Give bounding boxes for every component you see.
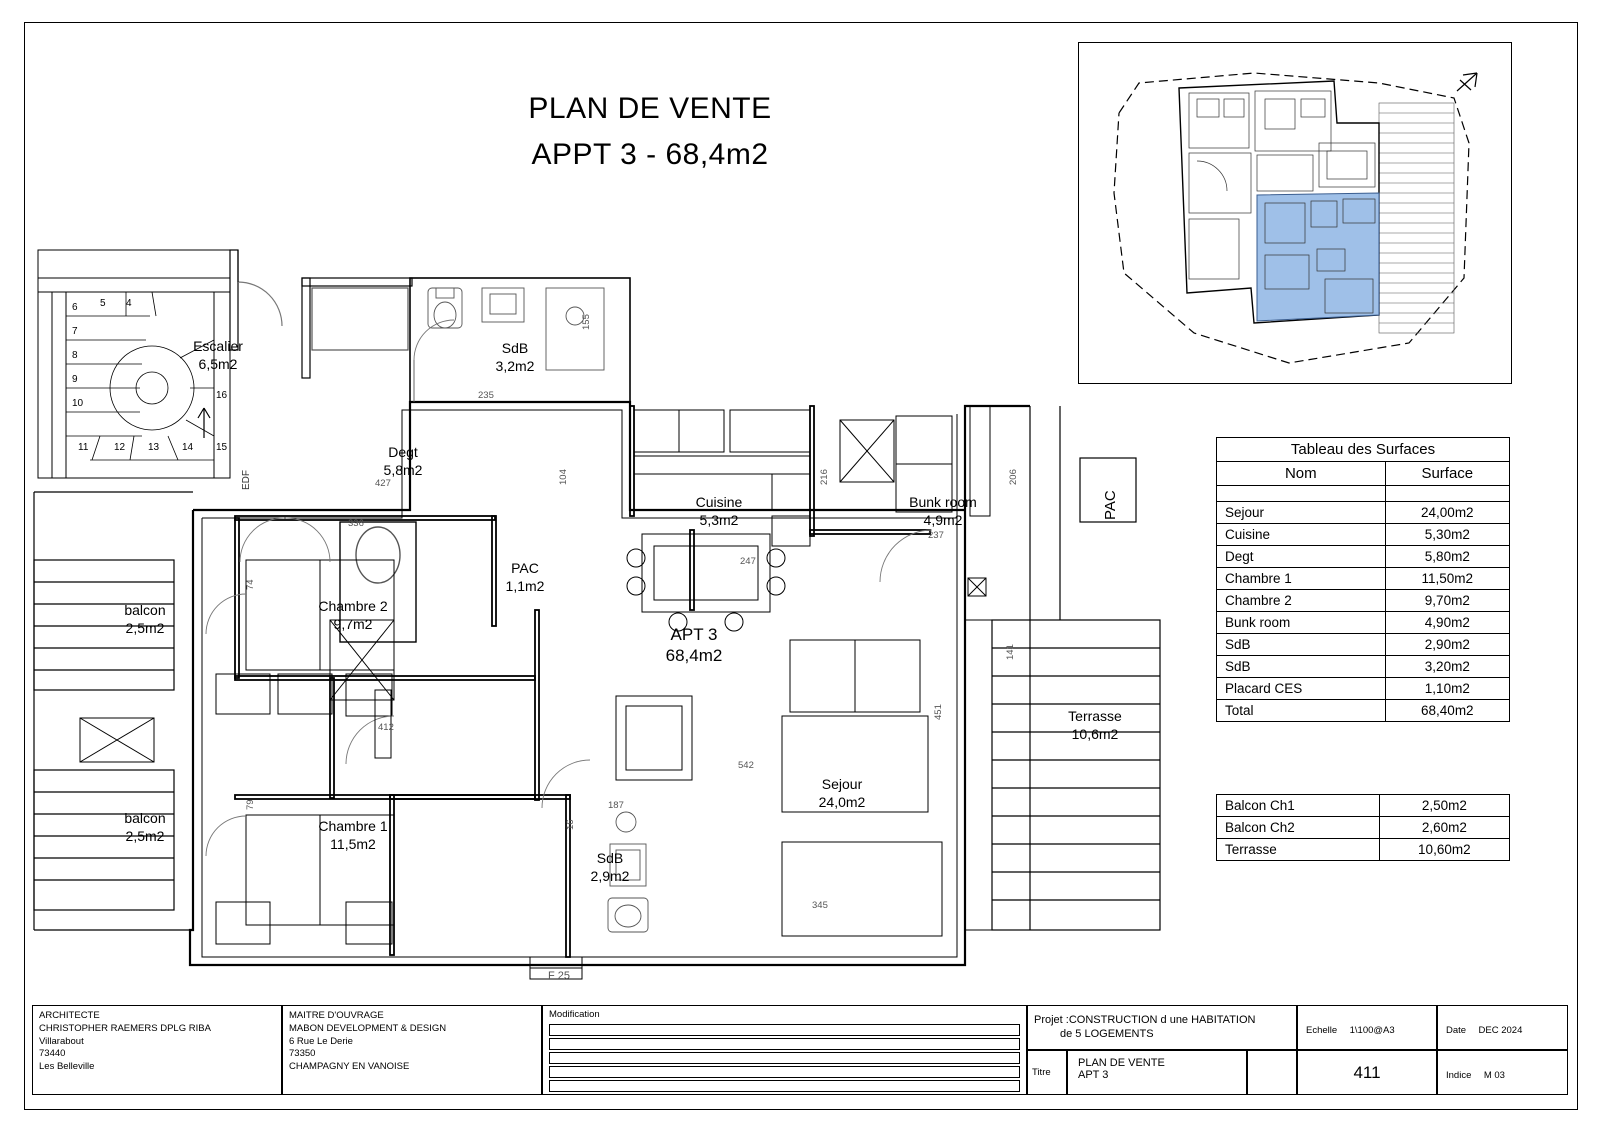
- client-line: 73350: [289, 1048, 316, 1060]
- dimension-427: 427: [375, 478, 391, 489]
- page-title: [440, 92, 860, 172]
- room-label-bunk-room: [878, 494, 1008, 529]
- room-label-chambre-2: [288, 598, 418, 633]
- row-value: 2,50m2: [1379, 795, 1509, 817]
- dimension-412: 412: [378, 722, 394, 733]
- client-line: CHAMPAGNY EN VANOISE: [289, 1061, 410, 1073]
- client-label: MAITRE D'OUVRAGE: [289, 1010, 384, 1021]
- scale-value: 1\100@A3: [1349, 1025, 1395, 1036]
- stair-number: 9: [72, 374, 78, 385]
- row-value: 3,20m2: [1385, 656, 1509, 678]
- room-area: 3,2m2: [495, 357, 535, 374]
- stair-number: 8: [72, 350, 78, 361]
- row-name: Terrasse: [1217, 839, 1380, 861]
- table-row: [1217, 817, 1510, 839]
- row-name: SdB: [1217, 656, 1386, 678]
- row-name: Cuisine: [1217, 524, 1386, 546]
- dimension-345: 345: [812, 900, 828, 911]
- room-name: Escalier: [193, 338, 243, 354]
- project-block: [1027, 1005, 1297, 1050]
- row-name: Chambre 2: [1217, 590, 1386, 612]
- room-label-sdb-top: [460, 340, 570, 375]
- surfaces-table-header-row: [1217, 462, 1510, 486]
- room-label-apt3: [624, 624, 764, 667]
- project-label: Projet :: [1034, 1014, 1069, 1026]
- room-name: Sejour: [821, 776, 863, 792]
- room-label-sdb-bottom: [560, 850, 660, 885]
- stair-number: 16: [216, 390, 228, 401]
- dimension-16: 16: [565, 819, 576, 830]
- stair-number: 7: [72, 326, 78, 337]
- row-name: Sejour: [1217, 502, 1386, 524]
- row-value: 2,90m2: [1385, 634, 1509, 656]
- modification-row: [549, 1052, 1020, 1064]
- architect-block: [32, 1005, 282, 1095]
- dimension-235: 235: [478, 390, 494, 401]
- stair-number: 11: [78, 442, 89, 453]
- surfaces-header-nom: Nom: [1217, 462, 1386, 486]
- room-label-degt: [348, 444, 458, 479]
- revision-value: M 03: [1483, 1070, 1505, 1081]
- stair-number: 5: [100, 298, 106, 309]
- row-name: SdB: [1217, 634, 1386, 656]
- room-area: 6,5m2: [198, 355, 238, 372]
- architect-line: 73440: [39, 1048, 66, 1060]
- client-block: [282, 1005, 542, 1095]
- dimension-542: 542: [738, 760, 754, 771]
- pac-vertical-label: PAC: [1102, 490, 1119, 520]
- row-value: 5,80m2: [1385, 546, 1509, 568]
- modification-row: [549, 1066, 1020, 1078]
- dimension-206: 206: [1008, 469, 1019, 485]
- dimension-141: 141: [1005, 644, 1016, 660]
- table-row: [1217, 656, 1510, 678]
- stair-number: 13: [148, 442, 160, 453]
- table-row: [1217, 524, 1510, 546]
- scale-label: Echelle: [1306, 1025, 1338, 1036]
- room-area: 1,1m2: [505, 577, 545, 594]
- revision-label: Indice: [1446, 1070, 1472, 1081]
- title-bar: [32, 1005, 1568, 1095]
- edf-vertical-label: EDF: [241, 470, 252, 490]
- modification-row: [549, 1024, 1020, 1036]
- table-row: [1217, 568, 1510, 590]
- room-area: 5,8m2: [383, 461, 423, 478]
- room-area: 2,5m2: [125, 827, 165, 844]
- room-name: Terrasse: [1068, 708, 1122, 724]
- room-name: Cuisine: [695, 494, 743, 510]
- room-area: 68,4m2: [665, 646, 723, 666]
- room-label-balcon-1: [90, 602, 200, 637]
- dimension-247: 247: [740, 556, 756, 567]
- dimension-79: 79: [245, 799, 256, 810]
- room-area: 10,6m2: [1071, 725, 1119, 742]
- room-name: APT 3: [670, 625, 718, 644]
- row-name: Chambre 1: [1217, 568, 1386, 590]
- row-name: Total: [1217, 700, 1386, 722]
- row-name: Bunk room: [1217, 612, 1386, 634]
- row-name: Placard CES: [1217, 678, 1386, 700]
- stair-number: 4: [126, 298, 132, 309]
- table-row: [1217, 612, 1510, 634]
- sheet-number-cell: [1297, 1050, 1437, 1095]
- architect-line: CHRISTOPHER RAEMERS DPLG RIBA: [39, 1022, 211, 1034]
- table-row: [1217, 678, 1510, 700]
- project-line-1: CONSTRUCTION d une HABITATION: [1068, 1014, 1256, 1026]
- row-value: 11,50m2: [1385, 568, 1509, 590]
- drawing-title-label: Titre: [1032, 1067, 1051, 1078]
- stair-number: 15: [216, 442, 228, 453]
- revision-cell: [1437, 1050, 1568, 1095]
- scale-cell: [1297, 1005, 1437, 1050]
- room-name: Chambre 1: [318, 818, 388, 834]
- row-name: Balcon Ch2: [1217, 817, 1380, 839]
- room-name: balcon: [124, 810, 166, 826]
- date-value: DEC 2024: [1478, 1025, 1523, 1036]
- floor-plan: [30, 230, 1190, 990]
- room-name: SdB: [501, 340, 529, 356]
- dimension-336: 336: [348, 518, 364, 529]
- row-value: 10,60m2: [1379, 839, 1509, 861]
- room-area: 9,7m2: [333, 615, 373, 632]
- modification-block: [542, 1005, 1027, 1095]
- modification-row: [549, 1038, 1020, 1050]
- table-row: [1217, 502, 1510, 524]
- table-row: [1217, 795, 1510, 817]
- architect-line: Villarabout: [39, 1035, 84, 1047]
- f25-label: F 25: [548, 970, 571, 982]
- row-value: 24,00m2: [1385, 502, 1509, 524]
- dimension-451: 451: [933, 704, 944, 720]
- client-line: MABON DEVELOPMENT & DESIGN: [289, 1022, 447, 1034]
- extras-table: [1216, 794, 1510, 861]
- titlebar-blank-cell: [1247, 1050, 1297, 1095]
- stair-number: 6: [72, 302, 78, 313]
- row-value: 5,30m2: [1385, 524, 1509, 546]
- sheet-number: 411: [1353, 1062, 1381, 1082]
- drawing-title-line-2: APT 3: [1078, 1069, 1109, 1081]
- table-row: [1217, 839, 1510, 861]
- date-cell: [1437, 1005, 1568, 1050]
- architect-label: ARCHITECTE: [39, 1010, 100, 1021]
- project-line-2: de 5 LOGEMENTS: [1060, 1028, 1154, 1040]
- surfaces-spacer-row: [1217, 486, 1510, 502]
- architect-line: Les Belleville: [39, 1061, 95, 1073]
- row-name: Balcon Ch1: [1217, 795, 1380, 817]
- dimension-74: 74: [245, 579, 256, 590]
- room-name: balcon: [124, 602, 166, 618]
- modification-label: Modification: [549, 1009, 600, 1020]
- dimension-237: 237: [928, 530, 944, 541]
- room-label-sejour: [772, 776, 912, 811]
- stair-number: 12: [114, 442, 126, 453]
- room-name: PAC: [511, 560, 539, 576]
- stair-number: 14: [182, 442, 194, 453]
- client-line: 6 Rue Le Derie: [289, 1035, 353, 1047]
- room-area: 11,5m2: [330, 835, 376, 852]
- table-row: [1217, 634, 1510, 656]
- room-label-pac: [480, 560, 570, 595]
- dimension-104: 104: [558, 469, 569, 485]
- room-name: SdB: [596, 850, 624, 866]
- surfaces-header-surface: Surface: [1385, 462, 1509, 486]
- dimension-216: 216: [819, 469, 830, 485]
- row-value: 4,90m2: [1385, 612, 1509, 634]
- room-area: 4,9m2: [923, 511, 963, 528]
- room-area: 24,0m2: [818, 793, 866, 810]
- room-label-terrasse: [1030, 708, 1160, 743]
- room-name: Degt: [388, 444, 418, 460]
- row-value: 9,70m2: [1385, 590, 1509, 612]
- drawing-title-line-1: PLAN DE VENTE: [1078, 1057, 1165, 1069]
- drawing-title-label-cell: [1027, 1050, 1067, 1095]
- dimension-155: 155: [581, 314, 592, 330]
- table-row: [1217, 546, 1510, 568]
- room-name: Chambre 2: [318, 598, 388, 614]
- row-value: 68,40m2: [1385, 700, 1509, 722]
- surfaces-table-caption-row: [1217, 438, 1510, 462]
- table-row: [1217, 590, 1510, 612]
- stair-number: 10: [72, 398, 84, 409]
- room-label-chambre-1: [288, 818, 418, 853]
- row-name: Degt: [1217, 546, 1386, 568]
- dimension-187: 187: [608, 800, 624, 811]
- date-label: Date: [1446, 1025, 1467, 1036]
- modification-row: [549, 1080, 1020, 1092]
- table-row: [1217, 700, 1510, 722]
- row-value: 2,60m2: [1379, 817, 1509, 839]
- row-value: 1,10m2: [1385, 678, 1509, 700]
- surfaces-table-caption: Tableau des Surfaces: [1217, 438, 1510, 462]
- room-label-escalier: [158, 338, 278, 373]
- surfaces-table: [1216, 437, 1510, 722]
- room-area: 2,5m2: [125, 619, 165, 636]
- room-name: Bunk room: [909, 494, 977, 510]
- title-line-1: PLAN DE VENTE: [528, 92, 772, 125]
- title-line-2: APPT 3 - 68,4m2: [531, 138, 769, 171]
- room-area: 5,3m2: [699, 511, 739, 528]
- room-label-balcon-2: [90, 810, 200, 845]
- room-label-cuisine: [664, 494, 774, 529]
- room-area: 2,9m2: [590, 867, 630, 884]
- drawing-title-cell: [1067, 1050, 1247, 1095]
